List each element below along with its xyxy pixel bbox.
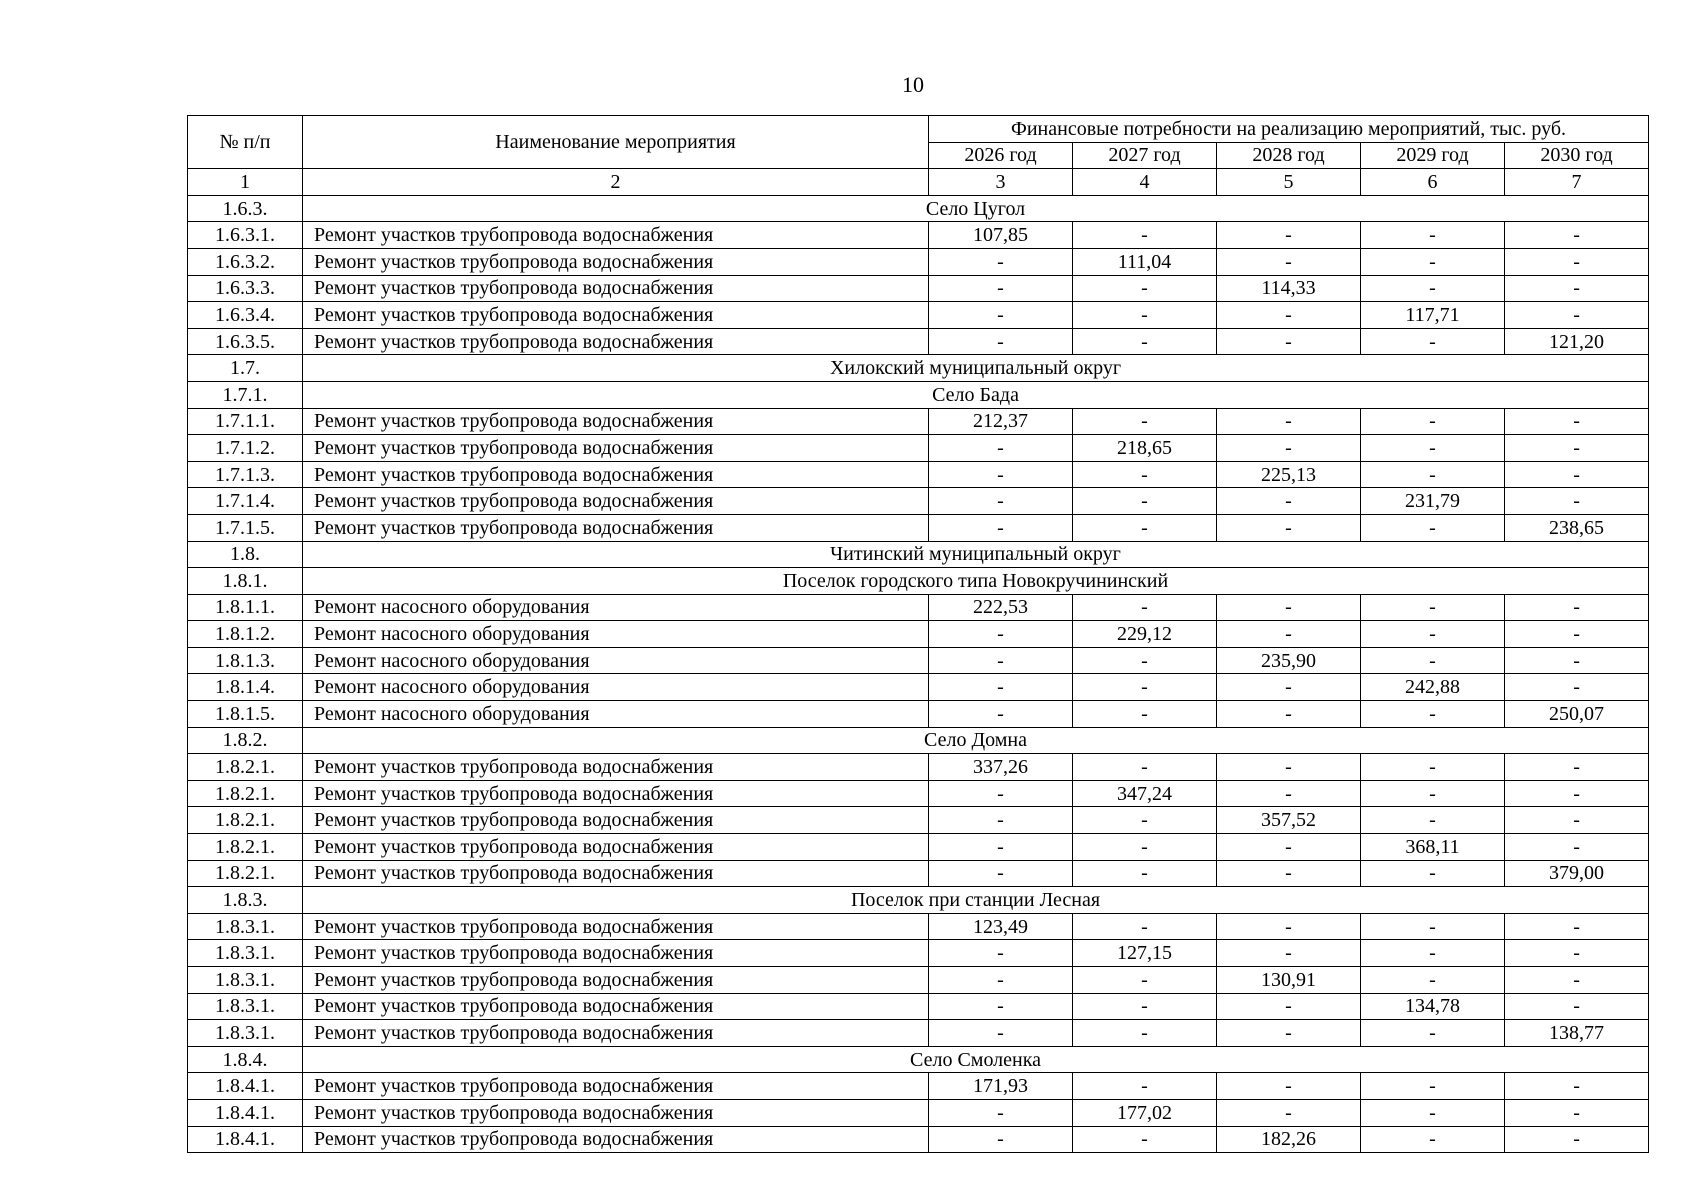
table-row [188, 807, 1649, 834]
amount-cell: - [929, 860, 1073, 887]
amount-cell: - [1217, 834, 1361, 861]
amount-cell: - [1505, 248, 1649, 275]
amount-cell: - [1073, 1126, 1217, 1153]
row-number: 1.8.2.1. [188, 780, 303, 807]
row-number: 1.8.2.1. [188, 807, 303, 834]
amount-cell: - [929, 674, 1073, 701]
amount-cell: 107,85 [929, 222, 1073, 249]
amount-cell: - [1073, 408, 1217, 435]
row-number: 1.7.1. [188, 381, 303, 408]
activity-name: Ремонт участков трубопровода водоснабжения [303, 275, 929, 302]
header-number: № п/п [188, 116, 303, 169]
amount-cell: 222,53 [929, 594, 1073, 621]
row-number: 1.8.1.2. [188, 621, 303, 648]
amount-cell: - [1505, 222, 1649, 249]
amount-cell: - [1361, 967, 1505, 994]
row-number: 1.8.4.1. [188, 1073, 303, 1100]
column-number: 5 [1217, 169, 1361, 196]
amount-cell: - [1361, 647, 1505, 674]
amount-cell: 117,71 [1361, 302, 1505, 329]
activity-name: Ремонт насосного оборудования [303, 594, 929, 621]
activity-name: Ремонт участков трубопровода водоснабжения [303, 1099, 929, 1126]
amount-cell: - [1361, 1126, 1505, 1153]
amount-cell: - [1361, 780, 1505, 807]
column-number: 6 [1361, 169, 1505, 196]
amount-cell: - [929, 302, 1073, 329]
amount-cell: - [1073, 1073, 1217, 1100]
row-number: 1.8.1.5. [188, 701, 303, 728]
amount-cell: 123,49 [929, 913, 1073, 940]
amount-cell: - [1505, 754, 1649, 781]
amount-cell: - [1361, 940, 1505, 967]
table-row [188, 222, 1649, 249]
amount-cell: - [1361, 275, 1505, 302]
amount-cell: 357,52 [1217, 807, 1361, 834]
amount-cell: - [1073, 302, 1217, 329]
activity-name: Ремонт участков трубопровода водоснабжения [303, 834, 929, 861]
amount-cell: 177,02 [1073, 1099, 1217, 1126]
amount-cell: 238,65 [1505, 514, 1649, 541]
section-row [188, 727, 1649, 754]
activity-name: Ремонт участков трубопровода водоснабжения [303, 807, 929, 834]
section-row [188, 1046, 1649, 1073]
amount-cell: - [1217, 674, 1361, 701]
activity-name: Ремонт насосного оборудования [303, 621, 929, 648]
amount-cell: - [1073, 913, 1217, 940]
amount-cell: - [1361, 1073, 1505, 1100]
amount-cell: - [929, 780, 1073, 807]
amount-cell: - [1505, 940, 1649, 967]
amount-cell: - [1505, 967, 1649, 994]
row-number: 1.7.1.2. [188, 435, 303, 462]
amount-cell: - [1505, 1126, 1649, 1153]
amount-cell: - [1217, 993, 1361, 1020]
amount-cell: - [1217, 701, 1361, 728]
table-row [188, 647, 1649, 674]
row-number: 1.8.2.1. [188, 754, 303, 781]
amount-cell: 182,26 [1217, 1126, 1361, 1153]
column-number: 4 [1073, 169, 1217, 196]
amount-cell: - [1073, 461, 1217, 488]
amount-cell: - [929, 834, 1073, 861]
amount-cell: - [929, 1126, 1073, 1153]
table-row [188, 408, 1649, 435]
table-row [188, 621, 1649, 648]
table-row [188, 754, 1649, 781]
amount-cell: 127,15 [1073, 940, 1217, 967]
amount-cell: - [929, 248, 1073, 275]
activity-name: Ремонт участков трубопровода водоснабжения [303, 1073, 929, 1100]
amount-cell: - [1217, 302, 1361, 329]
amount-cell: - [1217, 1073, 1361, 1100]
row-number: 1.8.1.3. [188, 647, 303, 674]
table-row [188, 328, 1649, 355]
table-row [188, 302, 1649, 329]
table-body [188, 195, 1649, 1152]
section-row [188, 381, 1649, 408]
table-row [188, 1073, 1649, 1100]
column-number-row [188, 169, 1649, 196]
amount-cell: - [1073, 860, 1217, 887]
amount-cell: - [1217, 860, 1361, 887]
row-number: 1.7.1.4. [188, 488, 303, 515]
amount-cell: - [929, 514, 1073, 541]
amount-cell: - [1505, 1073, 1649, 1100]
amount-cell: - [1505, 647, 1649, 674]
amount-cell: - [929, 461, 1073, 488]
amount-cell: - [1073, 488, 1217, 515]
amount-cell: - [929, 967, 1073, 994]
amount-cell: - [1217, 408, 1361, 435]
amount-cell: - [1361, 328, 1505, 355]
amount-cell: - [1217, 754, 1361, 781]
column-number: 1 [188, 169, 303, 196]
amount-cell: - [1073, 701, 1217, 728]
amount-cell: - [1361, 222, 1505, 249]
row-number: 1.7.1.3. [188, 461, 303, 488]
header-financial-needs: Финансовые потребности на реализацию мероприятий, тыс. руб. [929, 116, 1649, 143]
activity-name: Ремонт участков трубопровода водоснабжения [303, 967, 929, 994]
amount-cell: - [1505, 780, 1649, 807]
amount-cell: - [929, 328, 1073, 355]
activity-name: Ремонт участков трубопровода водоснабжения [303, 780, 929, 807]
amount-cell: 212,37 [929, 408, 1073, 435]
amount-cell: 134,78 [1361, 993, 1505, 1020]
column-number: 3 [929, 169, 1073, 196]
activity-name: Ремонт участков трубопровода водоснабжения [303, 488, 929, 515]
amount-cell: - [929, 621, 1073, 648]
row-number: 1.8.3.1. [188, 993, 303, 1020]
amount-cell: - [1505, 621, 1649, 648]
section-title: Село Цугол [303, 195, 1649, 222]
amount-cell: - [1505, 674, 1649, 701]
row-number: 1.8.1. [188, 568, 303, 595]
table-row [188, 834, 1649, 861]
amount-cell: - [929, 435, 1073, 462]
table-row [188, 275, 1649, 302]
table-row [188, 860, 1649, 887]
row-number: 1.8.4.1. [188, 1126, 303, 1153]
amount-cell: - [1073, 275, 1217, 302]
amount-cell: - [1073, 222, 1217, 249]
section-row [188, 541, 1649, 568]
activity-name: Ремонт участков трубопровода водоснабжения [303, 408, 929, 435]
activity-name: Ремонт участков трубопровода водоснабжения [303, 328, 929, 355]
column-number: 7 [1505, 169, 1649, 196]
amount-cell: - [1073, 594, 1217, 621]
table-row [188, 780, 1649, 807]
row-number: 1.8.2. [188, 727, 303, 754]
amount-cell: 121,20 [1505, 328, 1649, 355]
amount-cell: - [1361, 248, 1505, 275]
amount-cell: 171,93 [929, 1073, 1073, 1100]
amount-cell: - [1217, 248, 1361, 275]
amount-cell: 242,88 [1361, 674, 1505, 701]
table-row [188, 514, 1649, 541]
amount-cell: - [1217, 1099, 1361, 1126]
row-number: 1.8.4.1. [188, 1099, 303, 1126]
activity-name: Ремонт насосного оборудования [303, 647, 929, 674]
table-row [188, 461, 1649, 488]
activity-name: Ремонт участков трубопровода водоснабжения [303, 435, 929, 462]
row-number: 1.8.3.1. [188, 1020, 303, 1047]
amount-cell: 337,26 [929, 754, 1073, 781]
amount-cell: - [1073, 514, 1217, 541]
amount-cell: - [1361, 754, 1505, 781]
activity-name: Ремонт участков трубопровода водоснабжения [303, 302, 929, 329]
activity-name: Ремонт участков трубопровода водоснабжения [303, 754, 929, 781]
table-row [188, 1126, 1649, 1153]
amount-cell: - [929, 647, 1073, 674]
activity-name: Ремонт участков трубопровода водоснабжения [303, 1126, 929, 1153]
amount-cell: 231,79 [1361, 488, 1505, 515]
page-number: 10 [902, 72, 924, 97]
amount-cell: - [1073, 993, 1217, 1020]
amount-cell: - [1361, 1099, 1505, 1126]
amount-cell: - [1073, 647, 1217, 674]
amount-cell: 347,24 [1073, 780, 1217, 807]
row-number: 1.6.3.2. [188, 248, 303, 275]
amount-cell: 235,90 [1217, 647, 1361, 674]
amount-cell: - [1505, 275, 1649, 302]
activity-name: Ремонт участков трубопровода водоснабжения [303, 461, 929, 488]
activity-name: Ремонт участков трубопровода водоснабжения [303, 940, 929, 967]
header-year: 2026 год [929, 142, 1073, 169]
table-header [188, 116, 1649, 196]
activity-name: Ремонт насосного оборудования [303, 674, 929, 701]
table-row [188, 967, 1649, 994]
amount-cell: - [1073, 834, 1217, 861]
amount-cell: - [1217, 621, 1361, 648]
amount-cell: - [1505, 1099, 1649, 1126]
amount-cell: - [1217, 328, 1361, 355]
row-number: 1.6.3.4. [188, 302, 303, 329]
row-number: 1.8. [188, 541, 303, 568]
table-row [188, 701, 1649, 728]
section-row [188, 355, 1649, 382]
amount-cell: - [1361, 860, 1505, 887]
section-title: Поселок городского типа Новокручининский [303, 568, 1649, 595]
activity-name: Ремонт участков трубопровода водоснабжения [303, 860, 929, 887]
amount-cell: - [1361, 408, 1505, 435]
row-number: 1.8.3. [188, 887, 303, 914]
row-number: 1.6.3.3. [188, 275, 303, 302]
amount-cell: - [1217, 594, 1361, 621]
section-title: Село Бада [303, 381, 1649, 408]
amount-cell: - [1361, 514, 1505, 541]
amount-cell: - [929, 1099, 1073, 1126]
amount-cell: - [929, 993, 1073, 1020]
section-row [188, 887, 1649, 914]
amount-cell: 111,04 [1073, 248, 1217, 275]
amount-cell: - [1361, 701, 1505, 728]
amount-cell: - [1361, 435, 1505, 462]
amount-cell: - [1073, 967, 1217, 994]
amount-cell: - [1217, 488, 1361, 515]
amount-cell: - [1217, 514, 1361, 541]
amount-cell: 250,07 [1505, 701, 1649, 728]
table-row [188, 594, 1649, 621]
row-number: 1.6.3. [188, 195, 303, 222]
amount-cell: - [1505, 834, 1649, 861]
row-number: 1.7.1.1. [188, 408, 303, 435]
section-row [188, 568, 1649, 595]
table-row [188, 488, 1649, 515]
activity-name: Ремонт участков трубопровода водоснабжения [303, 1020, 929, 1047]
row-number: 1.8.1.4. [188, 674, 303, 701]
amount-cell: 225,13 [1217, 461, 1361, 488]
amount-cell: - [1073, 1020, 1217, 1047]
row-number: 1.8.3.1. [188, 967, 303, 994]
amount-cell: - [1217, 780, 1361, 807]
row-number: 1.8.4. [188, 1046, 303, 1073]
column-number: 2 [303, 169, 929, 196]
amount-cell: 114,33 [1217, 275, 1361, 302]
row-number: 1.7.1.5. [188, 514, 303, 541]
amount-cell: - [1505, 488, 1649, 515]
section-row [188, 195, 1649, 222]
table-row [188, 993, 1649, 1020]
amount-cell: - [929, 701, 1073, 728]
amount-cell: - [1073, 328, 1217, 355]
amount-cell: - [1217, 913, 1361, 940]
header-year: 2028 год [1217, 142, 1361, 169]
amount-cell: - [1073, 807, 1217, 834]
amount-cell: - [1505, 807, 1649, 834]
row-number: 1.7. [188, 355, 303, 382]
table-row [188, 435, 1649, 462]
amount-cell: - [1217, 222, 1361, 249]
amount-cell: 130,91 [1217, 967, 1361, 994]
section-title: Село Домна [303, 727, 1649, 754]
row-number: 1.6.3.5. [188, 328, 303, 355]
amount-cell: - [1217, 1020, 1361, 1047]
amount-cell: 229,12 [1073, 621, 1217, 648]
amount-cell: - [1505, 993, 1649, 1020]
table-row [188, 940, 1649, 967]
amount-cell: - [929, 488, 1073, 515]
section-title: Хилокский муниципальный округ [303, 355, 1649, 382]
amount-cell: - [1361, 594, 1505, 621]
table-row [188, 674, 1649, 701]
amount-cell: - [1361, 913, 1505, 940]
amount-cell: 368,11 [1361, 834, 1505, 861]
amount-cell: - [1217, 435, 1361, 462]
amount-cell: 138,77 [1505, 1020, 1649, 1047]
activity-name: Ремонт насосного оборудования [303, 701, 929, 728]
row-number: 1.8.1.1. [188, 594, 303, 621]
row-number: 1.8.3.1. [188, 940, 303, 967]
header-name: Наименование мероприятия [303, 116, 929, 169]
amount-cell: 379,00 [1505, 860, 1649, 887]
header-year: 2030 год [1505, 142, 1649, 169]
row-number: 1.8.2.1. [188, 860, 303, 887]
activity-name: Ремонт участков трубопровода водоснабжения [303, 222, 929, 249]
amount-cell: - [929, 807, 1073, 834]
amount-cell: - [929, 940, 1073, 967]
amount-cell: 218,65 [1073, 435, 1217, 462]
section-title: Село Смоленка [303, 1046, 1649, 1073]
table-row [188, 913, 1649, 940]
amount-cell: - [1361, 461, 1505, 488]
row-number: 1.6.3.1. [188, 222, 303, 249]
amount-cell: - [1361, 807, 1505, 834]
amount-cell: - [1073, 674, 1217, 701]
table-row [188, 1020, 1649, 1047]
row-number: 1.8.2.1. [188, 834, 303, 861]
amount-cell: - [1505, 461, 1649, 488]
amount-cell: - [1505, 435, 1649, 462]
amount-cell: - [1361, 1020, 1505, 1047]
header-year: 2029 год [1361, 142, 1505, 169]
amount-cell: - [1217, 940, 1361, 967]
amount-cell: - [1505, 302, 1649, 329]
amount-cell: - [1505, 408, 1649, 435]
activity-name: Ремонт участков трубопровода водоснабжения [303, 514, 929, 541]
activity-name: Ремонт участков трубопровода водоснабжения [303, 993, 929, 1020]
activity-name: Ремонт участков трубопровода водоснабжения [303, 913, 929, 940]
amount-cell: - [1073, 754, 1217, 781]
amount-cell: - [1505, 594, 1649, 621]
financial-needs-table [187, 115, 1649, 1153]
amount-cell: - [929, 1020, 1073, 1047]
header-year: 2027 год [1073, 142, 1217, 169]
section-title: Читинский муниципальный округ [303, 541, 1649, 568]
section-title: Поселок при станции Лесная [303, 887, 1649, 914]
amount-cell: - [1505, 913, 1649, 940]
row-number: 1.8.3.1. [188, 913, 303, 940]
table-row [188, 248, 1649, 275]
amount-cell: - [929, 275, 1073, 302]
activity-name: Ремонт участков трубопровода водоснабжения [303, 248, 929, 275]
amount-cell: - [1361, 621, 1505, 648]
table-row [188, 1099, 1649, 1126]
